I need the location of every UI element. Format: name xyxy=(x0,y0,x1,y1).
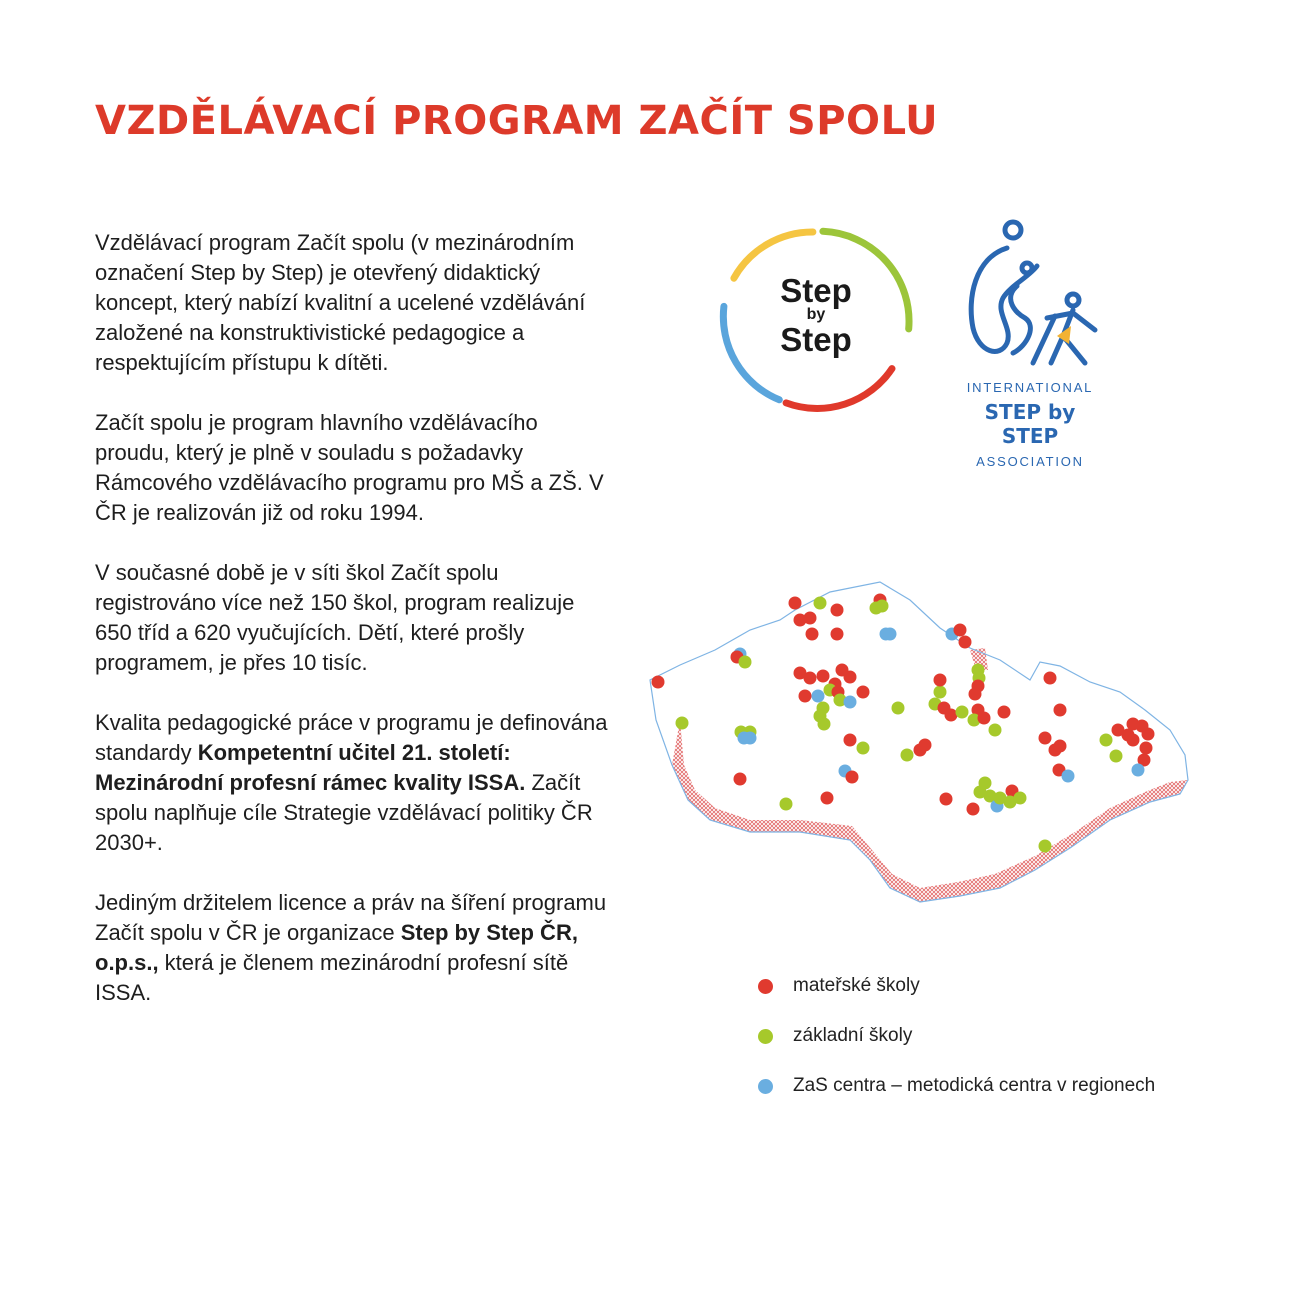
school-dot xyxy=(812,690,825,703)
school-dot xyxy=(846,771,859,784)
school-dot xyxy=(967,803,980,816)
issa-wordmark xyxy=(955,380,1105,469)
organization-name: Step by Step ČR, o.p.s., xyxy=(95,920,578,975)
school-dot xyxy=(744,732,757,745)
map-legend xyxy=(758,972,1155,1122)
school-dot xyxy=(940,793,953,806)
school-dot xyxy=(844,734,857,747)
school-dot xyxy=(844,696,857,709)
sbs-word-3: Step xyxy=(780,321,852,358)
legend-item-primary-schools xyxy=(758,1022,1155,1050)
legend-dot-blue xyxy=(758,1079,773,1094)
school-dot xyxy=(969,688,982,701)
school-dot xyxy=(870,602,883,615)
school-dot xyxy=(799,690,812,703)
school-dot xyxy=(1039,840,1052,853)
step-by-step-wordmark xyxy=(716,274,916,356)
intro-text xyxy=(95,228,615,1038)
school-dot xyxy=(959,636,972,649)
legend-label-centres: ZaS centra – metodická centra v regionech xyxy=(793,1075,1156,1096)
school-dot xyxy=(1100,734,1113,747)
paragraph-mainstream: Začít spolu je program hlavního vzdělávacího proudu, který je plně v souladu s požadavky Rámcového vzdělávacího programu pro MŠ a ZŠ. V ČR je realizován již od roku 1994. xyxy=(95,410,604,525)
legend-label-kindergartens: mateřské školy xyxy=(793,975,920,996)
step-by-step-logo xyxy=(716,222,916,412)
issa-line-association: ASSOCIATION xyxy=(976,454,1084,469)
school-dot xyxy=(1132,764,1145,777)
school-dot xyxy=(979,777,992,790)
school-dot xyxy=(1054,704,1067,717)
school-dot xyxy=(978,712,991,725)
school-dot xyxy=(804,672,817,685)
sbs-word-2: by xyxy=(806,306,826,323)
school-dot xyxy=(884,628,897,641)
school-dot xyxy=(1062,770,1075,783)
school-dot xyxy=(821,792,834,805)
issa-line-step-by-step: STEP by STEP xyxy=(984,400,1076,448)
paragraph-quality xyxy=(95,708,615,858)
school-dot xyxy=(818,718,831,731)
school-dot xyxy=(1039,732,1052,745)
school-dot xyxy=(989,724,1002,737)
legend-label-primary-schools: základní školy xyxy=(793,1025,913,1046)
school-dot xyxy=(1044,672,1057,685)
paragraph-intro: Vzdělávací program Začít spolu (v mezinárodním označení Step by Step) je otevřený didaktický koncept, který nabízí kvalitní a ucelené vzdělávání založené na konstruktivistické pedagogice a respektujícím přístupu k dítěti. xyxy=(95,230,586,375)
quality-text-before: Kvalita pedagogické práce v programu je definována standardy xyxy=(95,710,608,765)
school-dot xyxy=(956,706,969,719)
license-text-before: Jediným držitelem licence a práv na šíření programu Začít spolu v ČR je organizace xyxy=(95,890,607,945)
czech-republic-map xyxy=(640,570,1200,915)
sbs-word-1: Step xyxy=(780,272,852,309)
school-dot xyxy=(814,597,827,610)
school-dot xyxy=(789,597,802,610)
quality-standard-name: Kompetentní učitel 21. století: Mezinárodní profesní rámec kvality ISSA. xyxy=(95,740,526,795)
license-text-after: která je členem mezinárodní profesní sítě ISSA. xyxy=(95,950,569,1005)
school-dot xyxy=(734,773,747,786)
school-dot xyxy=(817,670,830,683)
school-dot xyxy=(901,749,914,762)
school-dot xyxy=(857,742,870,755)
school-dot xyxy=(780,798,793,811)
school-dot xyxy=(892,702,905,715)
issa-line-international: INTERNATIONAL xyxy=(966,380,1094,395)
school-dot xyxy=(934,674,947,687)
legend-item-centres xyxy=(758,1072,1155,1100)
quality-text-after: Začít spolu naplňuje cíle Strategie vzdělávací politiky ČR 2030+. xyxy=(95,770,593,855)
school-dot xyxy=(836,664,849,677)
paragraph-network: V současné době je v síti škol Začít spolu registrováno více než 150 škol, program realizuje 650 tříd a 620 vyučujících. Dětí, které prošly programem, je přes 10 tisíc. xyxy=(95,560,575,675)
school-dot xyxy=(1142,728,1155,741)
school-dot xyxy=(1054,740,1067,753)
school-dot xyxy=(1014,792,1027,805)
czech-schools-map xyxy=(640,570,1200,915)
school-dot xyxy=(998,706,1011,719)
school-dot xyxy=(1127,734,1140,747)
school-dot xyxy=(857,686,870,699)
legend-dot-green xyxy=(758,1029,773,1044)
issa-logo xyxy=(955,218,1105,469)
school-dot xyxy=(652,676,665,689)
school-dot xyxy=(1110,750,1123,763)
school-dot xyxy=(1127,718,1140,731)
school-dot xyxy=(831,604,844,617)
school-dot xyxy=(934,686,947,699)
school-dot xyxy=(831,628,844,641)
school-dot xyxy=(739,656,752,669)
page-title: VZDĚLÁVACÍ PROGRAM ZAČÍT SPOLU xyxy=(95,98,939,144)
issa-figures-icon xyxy=(955,218,1105,378)
school-dot xyxy=(794,614,807,627)
paragraph-license xyxy=(95,888,615,1008)
school-dot xyxy=(994,792,1007,805)
school-dot xyxy=(945,709,958,722)
legend-item-kindergartens xyxy=(758,972,1155,1000)
school-dot xyxy=(919,739,932,752)
legend-dot-red xyxy=(758,979,773,994)
school-dot xyxy=(676,717,689,730)
school-dot xyxy=(954,624,967,637)
school-dot xyxy=(1140,742,1153,755)
school-dot xyxy=(806,628,819,641)
